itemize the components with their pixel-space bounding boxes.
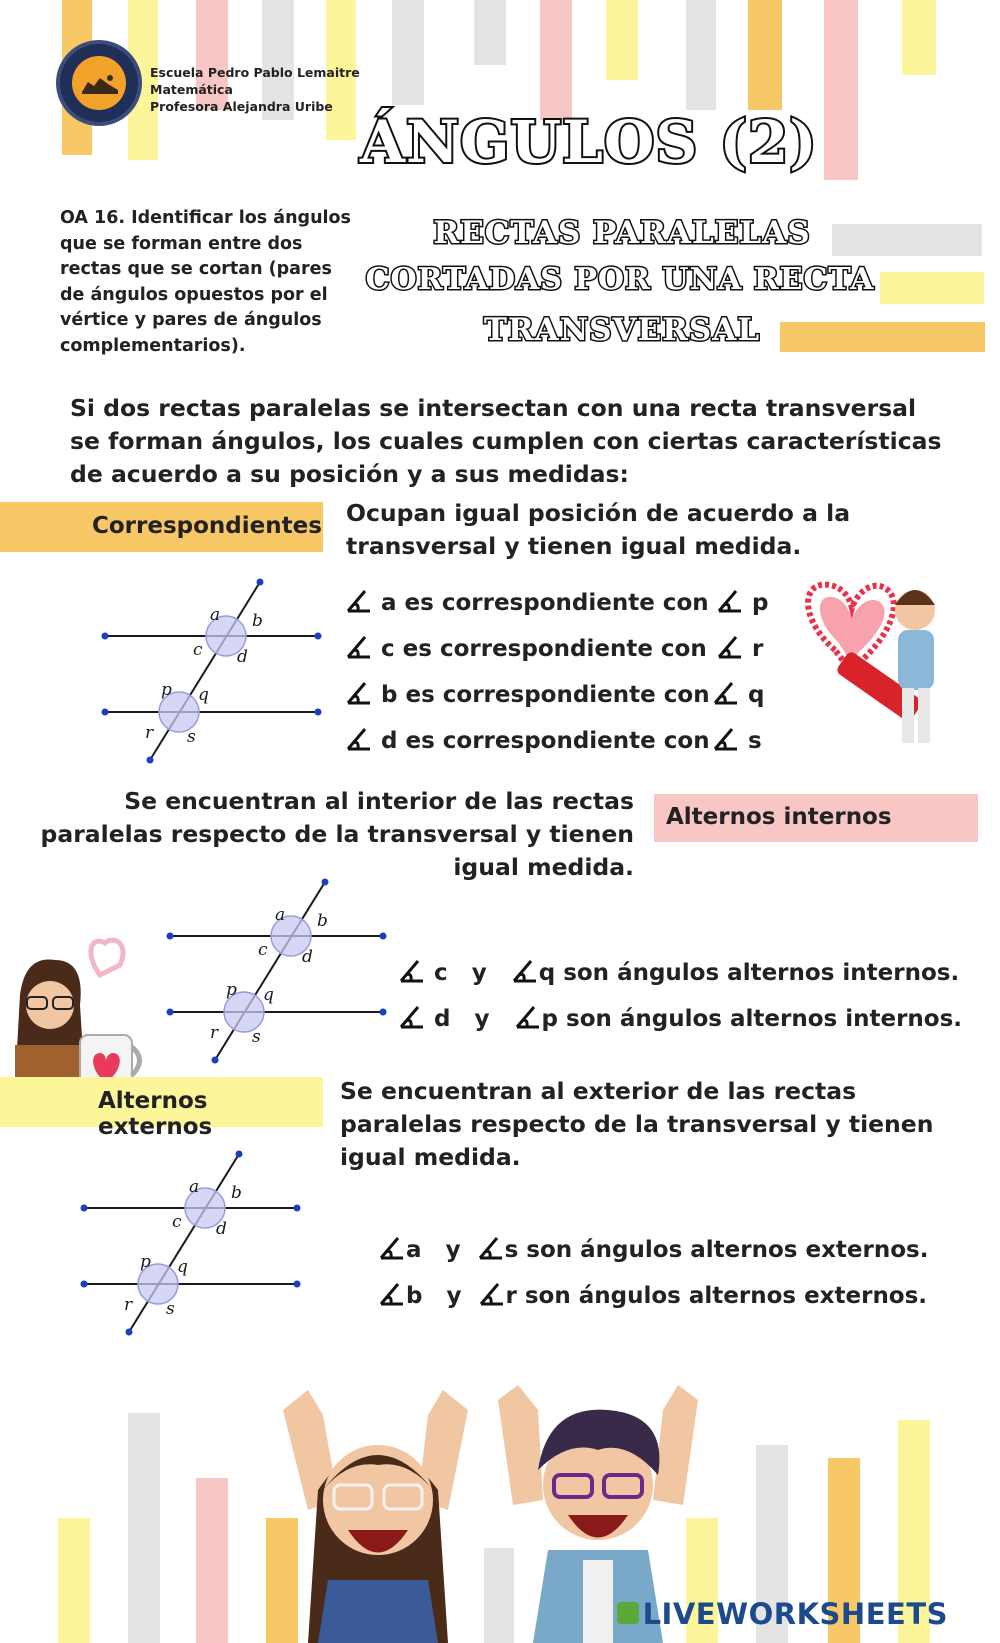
label-s: s	[166, 1299, 175, 1319]
label-q: q	[177, 1257, 188, 1277]
school-info	[150, 64, 360, 115]
label-correspondientes: Correspondientes	[0, 502, 323, 552]
liveworksheets-watermark: LIVEWORKSHEETS	[617, 1597, 948, 1631]
relation-row-right: q	[712, 680, 764, 708]
label-alternos-externos: Alternos externos	[0, 1077, 323, 1127]
diagram-correspondientes	[95, 570, 330, 770]
label-p: p	[140, 1252, 151, 1272]
relation-row: d es correspondiente con	[345, 726, 710, 754]
label-s: s	[187, 727, 196, 747]
label-p: p	[161, 680, 172, 700]
label-r: r	[124, 1295, 133, 1315]
relation-row: d y p son ángulos alternos internos.	[398, 1004, 962, 1032]
relation-row: b y r son ángulos alternos externos.	[378, 1281, 927, 1309]
angle-icon	[712, 726, 740, 752]
relation-row-right: r	[716, 634, 763, 662]
diagram-alternos-externos	[74, 1142, 309, 1342]
angle-icon	[716, 588, 744, 614]
label-q: q	[198, 685, 209, 705]
label-a: a	[275, 905, 286, 925]
school-logo	[56, 40, 142, 126]
liveworksheets-logo-icon	[617, 1602, 639, 1624]
angle-icon	[345, 680, 373, 706]
label-q: q	[263, 985, 274, 1005]
label-b: b	[317, 911, 328, 931]
label-r: r	[210, 1023, 219, 1043]
angle-icon	[514, 1004, 542, 1030]
label-a: a	[189, 1177, 200, 1197]
label-s: s	[252, 1027, 261, 1047]
page-title: ÁNGULOS (2)	[360, 108, 818, 176]
relation-row-right: s	[712, 726, 762, 754]
angle-icon	[345, 726, 373, 752]
label-d: d	[302, 947, 313, 967]
angle-icon	[345, 634, 373, 660]
angle-icon	[712, 680, 740, 706]
angle-icon	[477, 1235, 505, 1261]
school-name: Escuela Pedro Pablo Lemaitre	[150, 65, 360, 80]
teacher-name: Profesora Alejandra Uribe	[150, 99, 333, 114]
relation-row: a y s son ángulos alternos externos.	[378, 1235, 928, 1263]
label-c: c	[193, 640, 203, 660]
angle-icon	[398, 958, 426, 984]
angle-icon	[378, 1235, 406, 1261]
label-c: c	[172, 1212, 182, 1232]
angle-icon	[378, 1281, 406, 1307]
label-p: p	[226, 980, 237, 1000]
relation-row: a es correspondiente con	[345, 588, 709, 616]
angle-icon	[345, 588, 373, 614]
angle-icon	[478, 1281, 506, 1307]
label-d: d	[216, 1219, 227, 1239]
label-c: c	[258, 940, 268, 960]
angle-icon	[398, 1004, 426, 1030]
subtitle-line-1: RECTAS PARALELAS	[433, 215, 811, 251]
subtitle-line-2: CORTADAS POR UNA RECTA	[365, 262, 875, 297]
diagram-alternos-internos	[160, 870, 395, 1070]
angle-icon	[716, 634, 744, 660]
learning-objective: OA 16. Identificar los ángulos que se forman entre dos rectas que se cortan (pares de ángulos opuestos por el vértice y pares de ángulos complementarios).	[60, 208, 351, 356]
definition-correspondientes: Ocupan igual posición de acuerdo a la transversal y tienen igual medida.	[346, 499, 851, 560]
relation-row: b es correspondiente con	[345, 680, 710, 708]
label-d: d	[237, 647, 248, 667]
label-alternos-internos: Alternos internos	[654, 794, 978, 842]
label-a: a	[210, 605, 221, 625]
relation-row-right: p	[716, 588, 768, 616]
label-b: b	[231, 1183, 242, 1203]
angle-icon	[511, 958, 539, 984]
label-r: r	[145, 723, 154, 743]
intro-text: Si dos rectas paralelas se intersectan con una recta transversal se forman ángulos, los cuales cumplen con ciertas características de acuerdo a su posición y a sus medidas:	[70, 394, 942, 488]
definition-alternos-externos: Se encuentran al exterior de las rectas paralelas respecto de la transversal y tienen igual medida.	[340, 1077, 934, 1171]
definition-alternos-internos: Se encuentran al interior de las rectas paralelas respecto de la transversal y tienen igual medida.	[40, 787, 634, 881]
heart-crayon-illustration	[790, 570, 990, 770]
relation-row: c y q son ángulos alternos internos.	[398, 958, 959, 986]
relation-row: c es correspondiente con	[345, 634, 707, 662]
subject-name: Matemática	[150, 82, 233, 97]
subtitle-line-3: TRANSVERSAL	[483, 312, 761, 348]
label-b: b	[252, 611, 263, 631]
